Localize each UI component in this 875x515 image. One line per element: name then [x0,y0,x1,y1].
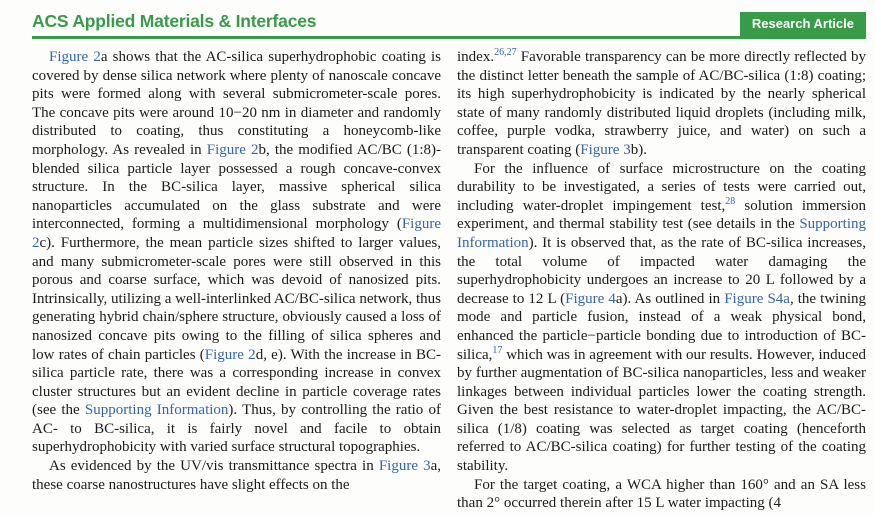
journal-title: ACS Applied Materials & Interfaces [32,11,317,31]
citation-superscript [492,345,502,356]
text-run: ). Thus, by controlling the ratio of AC- to BC-silica, it is fairly novel and facile to obtain superhydrophobicity with varied surface structural topographies. [32,402,441,456]
research-article-badge: Research Article [740,12,866,36]
text-run: As evidenced by the UV/vis transmittance spectra in [49,458,379,475]
text-run: b, the modified AC/BC (1:8)-blended silica particle layer possessed a rough concave-convex structure. In the BC-silica layer, massive spherical silica nanoparticles accumulated on the glass substrate and were interconnected, forming a multidimensional morphology ( [32,141,441,233]
reference-link[interactable]: Figure 3 [580,141,631,158]
text-run: c). Furthermore, the mean particle sizes shifted to larger values, and many submicrometer-scale pores were still observed in this porous and coarse surface, which was devoid of nanosized pits. Intrinsically, utilizing a well-interlinked AC/BC-silica network, thus generating hybrid chain/sphere structure, obviously caused a loss of nanosized concave pits owing to the filling of silica spheres and low rates of chain particles ( [32,234,441,363]
paragraph [32,457,441,494]
text-run: Favorable transparency can be more directly reflected by the distinct letter beneath the sample of AC/BC-silica (1:8) coating; its high superhydrophobicity is indicated by the nearly spherical state of many randomly distributed liquid droplets (including milk, coffee, purple vodka, strawberry juice, and water) on such a transparent coating ( [457,49,866,158]
reference-link[interactable]: Figure S4a [724,290,790,307]
reference-link[interactable]: Figure 3 [378,458,431,475]
text-run: d, e). With the increase in BC-silica particle rate, there was a corresponding increase in convex cluster structures but an evident decline in particle coverage rates (see the [32,346,441,419]
text-run: index. [457,49,495,65]
citation-superscript [494,47,517,58]
reference-link[interactable]: Figure 2 [206,141,259,158]
reference-link[interactable]: Supporting Information [457,216,866,251]
paragraph [32,48,441,457]
reference-link[interactable]: Figure 4 [565,290,616,307]
text-run: , the twining mode and particle fusion, instead of a weak physical bond, enhanced the particle−particle bonding due to introduction of BC-silica, [457,290,866,363]
citation-link[interactable]: 28 [725,195,736,207]
masthead-row [32,11,866,39]
text-run: a shows that the AC-silica superhydrophobic coating is covered by dense silica network where plenty of nanoscale concave pits were formed along with several submicrometer-scale pores. The concave pits were around 10−20 nm in diameter and randomly distributed to coating, thus constituting a honeycomb-like morphology. As revealed in [32,49,442,158]
text-run: For the target coating, a WCA higher than 160° and an SA less than 2° occurred therein after 15 L water impacting (4 [457,476,866,512]
journal-header [32,11,866,39]
reference-link[interactable]: Figure 2 [32,216,441,251]
paragraph [457,48,866,160]
text-run: solution immersion experiment, and thermal stability test (see details in the [457,197,867,233]
text-run: which was in agreement with our results. However, induced by further augmentation of BC-silica nanoparticles, less and weaker linkages between individual particles lower the coating strength. Given the best resistance to water-droplet impacting, the AC/BC-silica (1/8) coating was selected as target coating (henceforth referred to AC/BC-silica coating) for further testing of the coating stability. [457,346,866,475]
reference-link[interactable]: Supporting Information [84,402,229,419]
article-body [32,48,866,513]
citation-link[interactable]: 17 [492,344,503,356]
text-run: a). As outlined in [615,290,725,307]
citation-link[interactable]: 26,27 [494,47,517,58]
text-run: For the influence of surface microstructure on the coating durability to be investigated, a series of tests were carried out, including water-droplet impingement test, [457,160,866,214]
left-column [32,48,441,513]
paragraph [457,160,866,476]
text-run: b). [630,141,647,158]
text-run: ). It is observed that, as the rate of BC-silica increases, the total volume of impacted water damaging the superhydrophobicity undergoes an increase to 20 L followed by a decrease to 12 L ( [457,234,866,307]
citation-superscript [725,196,735,207]
reference-link[interactable]: Figure 2 [49,49,101,65]
reference-link[interactable]: Figure 2 [204,346,256,363]
paragraph [457,476,866,513]
text-run: a, these coarse nanostructures have slight effects on the [32,458,441,493]
right-column [457,48,866,513]
